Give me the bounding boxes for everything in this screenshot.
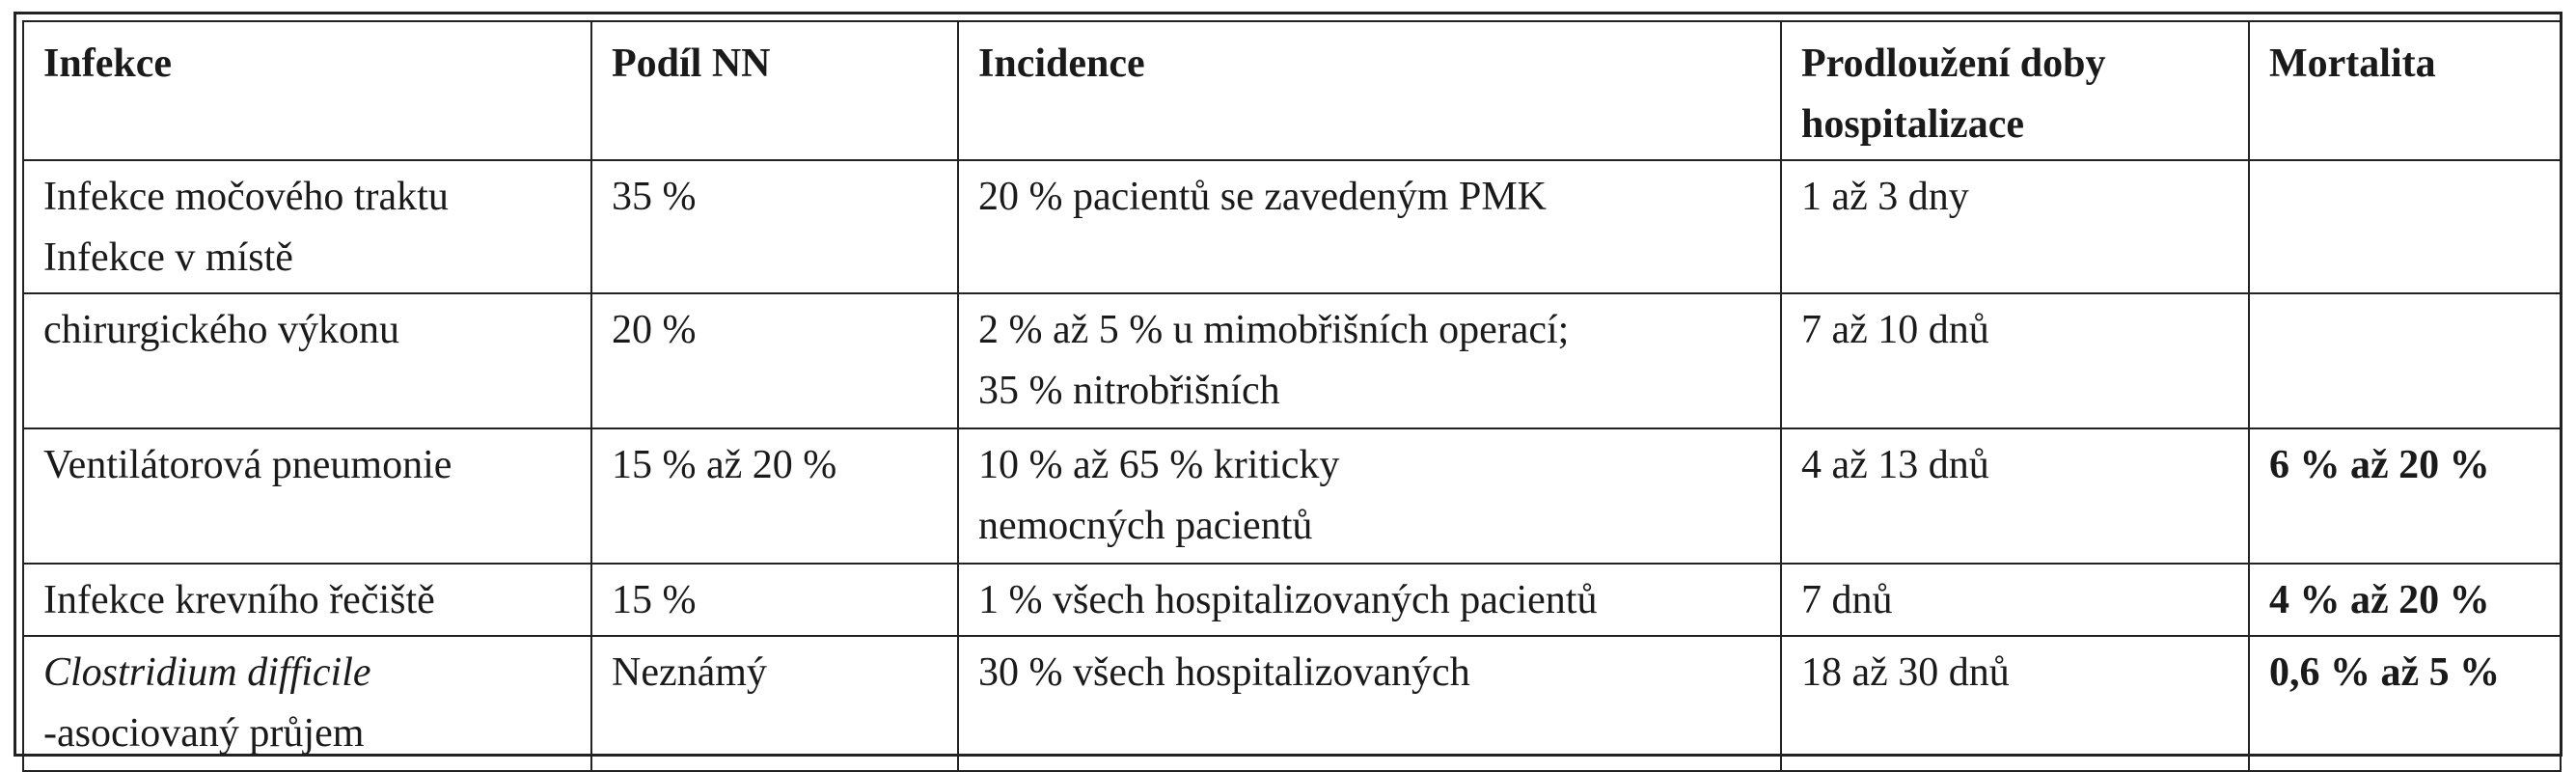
cell-incidence — [958, 564, 1781, 636]
header-row — [23, 21, 2561, 160]
cell-stay — [1781, 636, 2249, 771]
table-row — [23, 564, 2561, 636]
cell-stay-value: 4 až 13 dnů — [1801, 443, 1989, 487]
cell-stay — [1781, 564, 2249, 636]
cell-share-value: 35 % — [612, 175, 697, 219]
cell-mortality — [2249, 636, 2561, 771]
header-stay-label-line2: hospitalizace — [1801, 102, 2024, 147]
cell-mortality-value: 6 % až 20 % — [2269, 443, 2490, 487]
header-share-label: Podíl NN — [612, 41, 771, 86]
cell-mortality — [2249, 564, 2561, 636]
cell-share — [591, 564, 958, 636]
cell-stay-value: 7 až 10 dnů — [1801, 308, 1989, 352]
cell-share-value: Neznámý — [612, 650, 767, 695]
cell-infection-line1: Ventilátorová pneumonie — [43, 443, 452, 487]
cell-incidence-line1: 2 % až 5 % u mimobřišních operací; — [978, 308, 1570, 352]
cell-incidence-line1: 30 % všech hospitalizovaných — [978, 650, 1470, 695]
header-stay-label-line1: Prodloužení doby — [1801, 41, 2106, 86]
cell-infection — [23, 293, 591, 428]
cell-incidence — [958, 428, 1781, 564]
cell-incidence — [958, 160, 1781, 293]
cell-infection — [23, 564, 591, 636]
cell-stay-value: 1 až 3 dny — [1801, 175, 1969, 219]
cell-infection — [23, 428, 591, 564]
header-mortality — [2249, 21, 2561, 160]
cell-mortality — [2249, 428, 2561, 564]
cell-mortality-value: 0,6 % až 5 % — [2269, 650, 2501, 695]
table-row — [23, 636, 2561, 771]
cell-infection — [23, 160, 591, 293]
header-mortality-label: Mortalita — [2269, 41, 2436, 86]
table-row — [23, 160, 2561, 293]
cell-incidence-line1: 20 % pacientů se zavedeným PMK — [978, 175, 1548, 219]
cell-stay-value: 7 dnů — [1801, 578, 1893, 622]
cell-share-value: 15 % — [612, 578, 697, 622]
header-share — [591, 21, 958, 160]
cell-mortality-value: 4 % až 20 % — [2269, 578, 2490, 622]
cell-incidence-line1: 1 % všech hospitalizovaných pacientů — [978, 578, 1598, 622]
cell-stay — [1781, 160, 2249, 293]
infection-table — [22, 20, 2562, 772]
infection-table-frame — [14, 12, 2562, 757]
cell-share — [591, 160, 958, 293]
cell-share — [591, 293, 958, 428]
cell-mortality — [2249, 293, 2561, 428]
cell-infection — [23, 636, 591, 771]
cell-infection-line1: Infekce močového traktu — [43, 175, 449, 219]
cell-infection-line1: chirurgického výkonu — [43, 308, 399, 352]
cell-share — [591, 428, 958, 564]
cell-incidence-line2: 35 % nitrobřišních — [978, 369, 1280, 413]
cell-stay — [1781, 428, 2249, 564]
cell-infection-line1: Infekce krevního řečiště — [43, 578, 435, 622]
cell-infection-line2: -asociovaný průjem — [43, 711, 365, 756]
table-row — [23, 428, 2561, 564]
cell-incidence-line2: nemocných pacientů — [978, 504, 1313, 548]
cell-stay-value: 18 až 30 dnů — [1801, 650, 2010, 695]
cell-incidence-line1: 10 % až 65 % kriticky — [978, 443, 1340, 487]
header-incidence — [958, 21, 1781, 160]
header-incidence-label: Incidence — [978, 41, 1145, 86]
cell-share-value: 15 % až 20 % — [612, 443, 837, 487]
header-infection-label: Infekce — [43, 41, 172, 86]
cell-mortality — [2249, 160, 2561, 293]
header-infection — [23, 21, 591, 160]
cell-infection-line2: Infekce v místě — [43, 235, 293, 280]
cell-infection-line1: Clostridium difficile — [43, 650, 371, 695]
cell-stay — [1781, 293, 2249, 428]
cell-incidence — [958, 636, 1781, 771]
cell-share-value: 20 % — [612, 308, 697, 352]
cell-incidence — [958, 293, 1781, 428]
table-row — [23, 293, 2561, 428]
header-stay — [1781, 21, 2249, 160]
cell-share — [591, 636, 958, 771]
